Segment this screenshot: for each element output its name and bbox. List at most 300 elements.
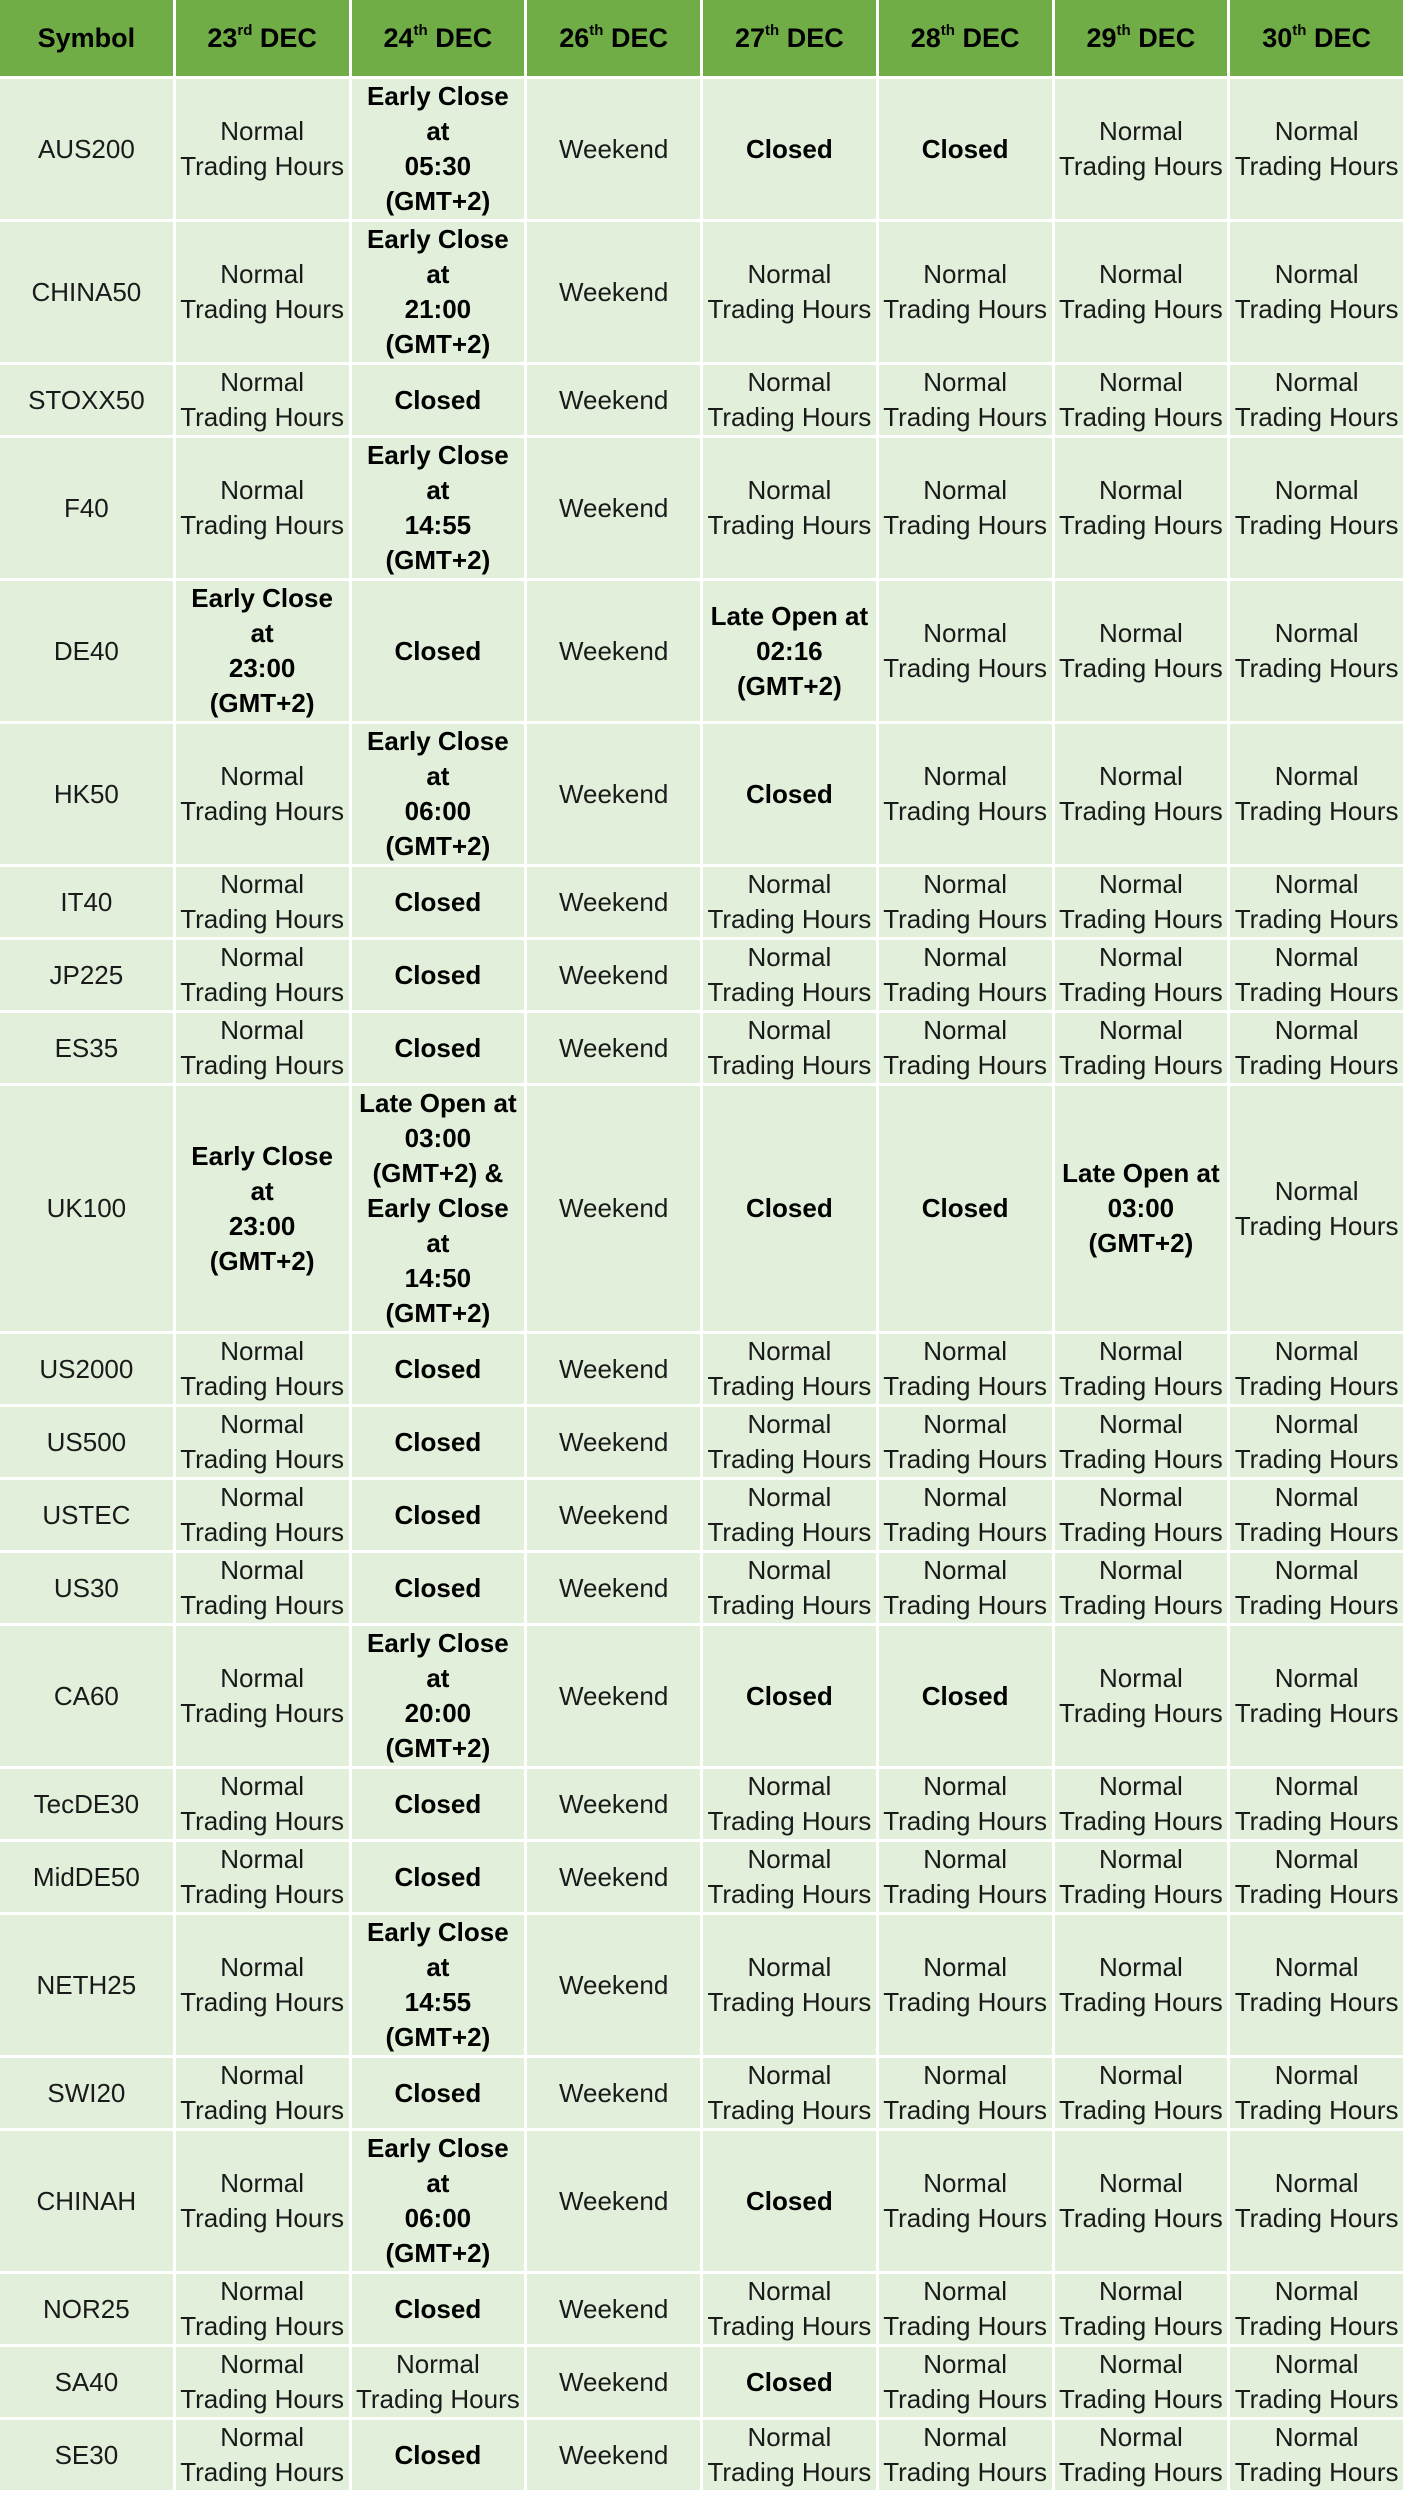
schedule-cell-line: 14:55 [404,510,472,540]
schedule-cell-line: Closed [921,1193,1009,1223]
schedule-cell-line: Closed [394,635,482,666]
column-header-label: 24 [383,22,414,53]
schedule-cell [879,1407,1052,1477]
schedule-cell [527,1769,700,1839]
schedule-cell [1055,1626,1228,1766]
column-header-date [1230,0,1403,76]
schedule-cell-line: Normal [1274,1175,1359,1206]
schedule-cell-line: Normal [1274,869,1359,899]
schedule-cell [703,1769,876,1839]
schedule-cell [1055,79,1228,219]
schedule-cell-line: Weekend [558,1572,669,1603]
schedule-cell-line: Normal [747,869,832,899]
schedule-cell-line: Weekend [558,2185,669,2216]
schedule-cell-line: Trading Hours [707,1444,872,1474]
schedule-cell-line: (GMT+2) [385,1733,491,1763]
schedule-cell [703,581,876,721]
schedule-cell [176,1915,349,2055]
schedule-cell-line: Normal [1098,1409,1183,1439]
schedule-cell [352,365,525,435]
schedule-cell-line: Trading Hours [883,1806,1048,1836]
schedule-cell [703,1842,876,1912]
schedule-cell [1055,1334,1228,1404]
symbol-cell: HK50 [0,724,173,864]
schedule-cell-line: Normal [923,942,1008,972]
schedule-cell-line: Normal [220,1482,305,1512]
schedule-cell [352,1013,525,1083]
schedule-cell-line: Normal [220,2422,305,2452]
schedule-cell-line: (GMT+2) & [372,1158,504,1188]
schedule-cell [1055,2058,1228,2128]
symbol-cell: US30 [0,1553,173,1623]
schedule-cell-line: Normal [1274,1015,1359,1045]
schedule-cell-line: Weekend [558,1353,669,1384]
schedule-cell-line: Trading Hours [707,1806,872,1836]
schedule-cell-line: Trading Hours [180,1050,345,1080]
schedule-cell [1230,438,1403,578]
schedule-cell [352,1915,525,2055]
column-header-label: 30 [1262,22,1293,53]
schedule-cell-line: Normal [1274,1482,1359,1512]
schedule-cell-line: Normal [923,2349,1008,2379]
schedule-cell-line: Trading Hours [1058,151,1223,181]
schedule-cell-line: Normal [220,259,305,289]
schedule-cell-line: Trading Hours [883,2095,1048,2125]
schedule-cell-line: Normal [923,1336,1008,1366]
schedule-cell-line: Normal [1098,2276,1183,2306]
schedule-cell [176,1553,349,1623]
schedule-cell [352,1086,525,1331]
schedule-cell-line: Normal [220,1409,305,1439]
schedule-cell-line: Normal [1274,475,1359,505]
schedule-cell-line: Closed [394,2077,482,2108]
schedule-cell [703,1013,876,1083]
schedule-cell-line: Weekend [558,1680,669,1711]
schedule-cell-line: Normal [1098,1482,1183,1512]
schedule-cell [703,222,876,362]
schedule-cell-line: Normal [1098,259,1183,289]
schedule-cell-line: Trading Hours [180,294,345,324]
symbol-cell: NOR25 [0,2274,173,2344]
schedule-cell [879,79,1052,219]
schedule-cell [1230,1553,1403,1623]
schedule-cell-line: Normal [1274,1336,1359,1366]
schedule-cell-line: Normal [923,1771,1008,1801]
schedule-cell-line: Normal [1098,618,1183,648]
schedule-cell-line: Trading Hours [1234,402,1399,432]
column-header-label: 27 [735,22,766,53]
schedule-cell-line: Trading Hours [707,1050,872,1080]
schedule-cell [1230,1626,1403,1766]
schedule-cell [176,1407,349,1477]
schedule-cell-line: (GMT+2) [385,1298,491,1328]
schedule-cell [879,2347,1052,2417]
schedule-cell-line: Normal [220,2349,305,2379]
schedule-cell-line: Trading Hours [707,510,872,540]
symbol-cell: ES35 [0,1013,173,1083]
table-row [0,222,1403,362]
schedule-cell-line: Normal [1098,1844,1183,1874]
schedule-cell [703,1553,876,1623]
schedule-cell-line: 06:00 [404,796,472,826]
schedule-cell-line: Normal [1098,1952,1183,1982]
symbol-cell: IT40 [0,867,173,937]
schedule-cell-line: Trading Hours [883,904,1048,934]
symbol-cell: CHINAH [0,2131,173,2271]
symbol-cell: STOXX50 [0,365,173,435]
schedule-cell [352,724,525,864]
schedule-cell-line: Trading Hours [1234,796,1399,826]
schedule-cell [176,581,349,721]
schedule-cell-line: Trading Hours [1058,2457,1223,2487]
schedule-cell-line: Trading Hours [180,1590,345,1620]
column-header-month: DEC [1306,22,1371,53]
column-header-ordinal: th [413,21,428,39]
schedule-cell [703,1480,876,1550]
schedule-cell-line: Closed [394,1499,482,1530]
schedule-cell-line: Normal [747,942,832,972]
schedule-cell [176,1626,349,1766]
schedule-cell-line: Normal [1274,367,1359,397]
schedule-cell-line: (GMT+2) [385,2238,491,2268]
schedule-cell-line: Trading Hours [1058,1444,1223,1474]
schedule-cell [703,365,876,435]
column-header-month: DEC [954,22,1020,53]
schedule-cell-line: Closed [921,133,1009,164]
schedule-cell [703,940,876,1010]
schedule-cell [527,581,700,721]
schedule-cell-line: Trading Hours [883,2203,1048,2233]
schedule-cell-line: Normal [747,1844,832,1874]
schedule-cell-line: (GMT+2) [209,1245,315,1276]
column-header-date [879,0,1052,76]
schedule-cell-line: (GMT+2) [385,186,491,216]
schedule-cell [1055,724,1228,864]
schedule-cell-line: Late Open at [359,1088,517,1118]
schedule-cell [1055,1407,1228,1477]
schedule-cell [879,2131,1052,2271]
schedule-cell [352,867,525,937]
schedule-cell [879,867,1052,937]
schedule-cell [1230,2347,1403,2417]
schedule-cell-line: Trading Hours [355,2384,520,2414]
schedule-cell-line: Normal [220,1844,305,1874]
schedule-cell [527,2347,700,2417]
schedule-cell-line: 14:55 [404,1987,472,2017]
schedule-cell-line: Normal [1098,367,1183,397]
schedule-cell [1230,2420,1403,2490]
schedule-cell-line: (GMT+2) [737,670,842,701]
schedule-cell [1230,1842,1403,1912]
schedule-cell-line: Trading Hours [180,2095,345,2125]
schedule-cell-line: Early Close at [191,1140,333,1206]
schedule-cell [1230,1334,1403,1404]
schedule-cell-line: Normal [747,1409,832,1439]
symbol-cell: DE40 [0,581,173,721]
schedule-cell [1055,1480,1228,1550]
column-header-label: 26 [559,22,590,53]
schedule-cell-line: Normal [1098,116,1183,146]
schedule-cell [176,1842,349,1912]
symbol-cell: US500 [0,1407,173,1477]
schedule-cell-line: Trading Hours [1234,1517,1399,1547]
schedule-cell [527,2058,700,2128]
schedule-cell-line: Weekend [558,886,669,917]
schedule-cell [176,2131,349,2271]
schedule-cell-line: Trading Hours [1058,1879,1223,1909]
schedule-cell-line: Early Close at [367,1193,509,1258]
schedule-cell [176,1086,349,1331]
schedule-cell-line: Trading Hours [180,1879,345,1909]
schedule-cell-line: Normal [923,259,1008,289]
schedule-cell [1230,867,1403,937]
schedule-cell [879,581,1052,721]
schedule-cell [527,940,700,1010]
schedule-cell-line: Normal [220,1952,305,1982]
schedule-cell-line: Normal [1274,2168,1359,2198]
symbol-cell: CHINA50 [0,222,173,362]
column-header-ordinal: th [765,21,780,39]
schedule-cell-line: Normal [1098,761,1183,791]
schedule-cell [176,724,349,864]
schedule-cell [1230,1086,1403,1331]
schedule-cell [879,1013,1052,1083]
schedule-cell-line: Trading Hours [1234,2384,1399,2414]
table-row [0,1769,1403,1839]
schedule-cell-line: Closed [394,1788,482,1819]
schedule-cell-line: Trading Hours [1058,1987,1223,2017]
schedule-cell [879,2420,1052,2490]
schedule-cell-line: (GMT+2) [209,688,315,718]
schedule-cell-line: 02:16 [756,635,823,666]
schedule-cell [1230,940,1403,1010]
schedule-cell-line: Normal [923,1844,1008,1874]
schedule-cell [527,79,700,219]
schedule-cell-line: Normal [1098,475,1183,505]
column-header-ordinal: th [940,21,955,39]
symbol-cell: NETH25 [0,1915,173,2055]
schedule-cell [527,1553,700,1623]
schedule-cell-line: Normal [220,1771,305,1801]
schedule-cell-line: Trading Hours [1058,1517,1223,1547]
schedule-cell-line: Normal [1274,2060,1359,2090]
schedule-cell-line: Trading Hours [180,1371,345,1401]
schedule-cell-line: Normal [220,1663,305,1693]
schedule-cell-line: Trading Hours [1058,1806,1223,1836]
schedule-cell-line: Normal [1274,1555,1359,1585]
table-row [0,2131,1403,2271]
schedule-cell [703,1915,876,2055]
schedule-cell-line: Trading Hours [707,2457,872,2487]
schedule-cell-line: 23:00 [228,653,296,683]
schedule-cell-line: Trading Hours [180,2457,345,2487]
schedule-cell-line: Closed [746,778,833,809]
schedule-cell-line: Normal [220,116,305,146]
schedule-cell-line: Trading Hours [883,2311,1048,2341]
schedule-cell [1055,2347,1228,2417]
schedule-cell-line: Trading Hours [1058,1050,1223,1080]
schedule-cell [352,940,525,1010]
schedule-cell-line: Closed [394,384,482,415]
column-header-month: DEC [427,22,493,53]
schedule-cell [527,867,700,937]
schedule-cell [879,1480,1052,1550]
schedule-cell [1055,1842,1228,1912]
schedule-cell [176,2274,349,2344]
schedule-cell [527,365,700,435]
schedule-cell-line: Normal [923,475,1008,505]
schedule-cell [527,438,700,578]
schedule-cell-line: Closed [394,1353,482,1384]
schedule-cell [1230,222,1403,362]
schedule-cell-line: Weekend [558,384,669,415]
column-header-ordinal: rd [237,21,253,39]
schedule-cell-line: Normal [1098,1663,1183,1693]
schedule-cell [352,2347,525,2417]
schedule-cell-line: Early Close at [367,726,509,791]
schedule-cell [176,940,349,1010]
schedule-cell-line: Closed [921,1680,1009,1711]
table-row [0,2420,1403,2490]
schedule-cell [352,1407,525,1477]
schedule-cell-line: Normal [220,761,305,791]
symbol-cell: JP225 [0,940,173,1010]
schedule-cell-line: Normal [747,1015,832,1045]
column-header-date [1055,0,1228,76]
schedule-cell-line: Normal [923,2276,1008,2306]
schedule-cell-line: 21:00 [404,294,472,324]
schedule-cell-line: Normal [1098,2422,1183,2452]
schedule-cell-line: Normal [923,618,1008,648]
schedule-cell [879,940,1052,1010]
schedule-cell-line: Early Close at [367,1917,509,1982]
schedule-cell-line: Trading Hours [883,1987,1048,2017]
schedule-cell [527,1480,700,1550]
schedule-cell-line: (GMT+2) [385,831,491,861]
schedule-cell-line: Trading Hours [1234,1210,1399,1241]
schedule-cell-line: Weekend [558,1969,669,2000]
column-header-label: 23 [207,22,238,53]
schedule-cell-line: Trading Hours [707,1987,872,2017]
schedule-cell [1230,1407,1403,1477]
schedule-cell-line: Trading Hours [1234,1050,1399,1080]
schedule-cell [1055,2274,1228,2344]
schedule-cell [176,867,349,937]
schedule-cell [703,1334,876,1404]
schedule-cell [527,222,700,362]
schedule-cell-line: Closed [394,1861,482,1892]
schedule-cell-line: Trading Hours [180,977,345,1007]
table-row [0,1842,1403,1912]
schedule-cell-line: Trading Hours [180,510,345,540]
schedule-cell-line: Trading Hours [1058,653,1223,683]
schedule-cell-line: Trading Hours [1234,1806,1399,1836]
schedule-cell-line: Trading Hours [180,1444,345,1474]
schedule-cell-line: Normal [1098,2060,1183,2090]
schedule-cell-line: Trading Hours [707,402,872,432]
schedule-cell-line: Weekend [558,2366,669,2397]
schedule-cell-line: Trading Hours [707,2311,872,2341]
schedule-cell [703,724,876,864]
schedule-cell-line: Trading Hours [883,1590,1048,1620]
column-header-month: DEC [779,22,844,53]
schedule-cell [352,1334,525,1404]
schedule-cell [879,1769,1052,1839]
schedule-cell [527,724,700,864]
schedule-cell-line: Trading Hours [1058,796,1223,826]
schedule-cell-line: 06:00 [404,2203,472,2233]
schedule-cell-line: Normal [1274,259,1359,289]
schedule-cell [879,1915,1052,2055]
table-row [0,724,1403,864]
schedule-cell-line: Normal [220,2276,305,2306]
symbol-cell: AUS200 [0,79,173,219]
schedule-cell-line: Normal [1274,1952,1359,1982]
table-row [0,1915,1403,2055]
schedule-cell-line: Normal [1274,2276,1359,2306]
schedule-cell-line: Normal [923,869,1008,899]
schedule-cell-line: Trading Hours [1234,294,1399,324]
schedule-cell-line: Normal [747,259,832,289]
schedule-cell [176,1013,349,1083]
schedule-cell [527,1842,700,1912]
schedule-cell-line: Trading Hours [180,151,345,181]
schedule-cell [879,2274,1052,2344]
schedule-cell-line: Trading Hours [180,2203,345,2233]
schedule-cell [879,1334,1052,1404]
schedule-cell [352,438,525,578]
column-header-label: 29 [1086,22,1117,53]
schedule-cell-line: Trading Hours [883,653,1048,683]
schedule-cell-line: Normal [1274,1771,1359,1801]
schedule-cell-line: Normal [747,1555,832,1585]
symbol-cell: MidDE50 [0,1842,173,1912]
schedule-cell [176,2058,349,2128]
column-header-date [703,0,876,76]
schedule-cell [352,1480,525,1550]
schedule-cell-line: Normal [923,1482,1008,1512]
schedule-cell-line: Trading Hours [1058,1698,1223,1728]
schedule-cell-line: Trading Hours [180,1698,345,1728]
schedule-cell [1230,724,1403,864]
schedule-cell-line: Late Open at [710,600,869,631]
schedule-cell-line: 14:50 [404,1263,472,1293]
schedule-cell [1055,2420,1228,2490]
schedule-cell [879,1086,1052,1331]
schedule-cell-line: Normal [923,2060,1008,2090]
schedule-cell [527,1013,700,1083]
schedule-cell-line: Normal [1274,1844,1359,1874]
schedule-cell-line: Normal [747,1482,832,1512]
schedule-cell [1055,867,1228,937]
schedule-cell [527,2274,700,2344]
column-header-date [527,0,700,76]
schedule-cell-line: Normal [923,1952,1008,1982]
schedule-cell-line: Normal [220,2168,305,2198]
schedule-cell-line: Trading Hours [707,1879,872,1909]
schedule-cell [1055,1086,1228,1331]
schedule-cell-line: Trading Hours [180,1987,345,2017]
schedule-cell-line: Trading Hours [1234,2457,1399,2487]
schedule-cell [176,438,349,578]
schedule-cell-line: Trading Hours [707,1590,872,1620]
schedule-cell-line: Closed [746,2366,833,2397]
table-row [0,1013,1403,1083]
table-row [0,79,1403,219]
symbol-cell: CA60 [0,1626,173,1766]
schedule-cell-line: Normal [923,1555,1008,1585]
schedule-cell-line: Trading Hours [883,2384,1048,2414]
